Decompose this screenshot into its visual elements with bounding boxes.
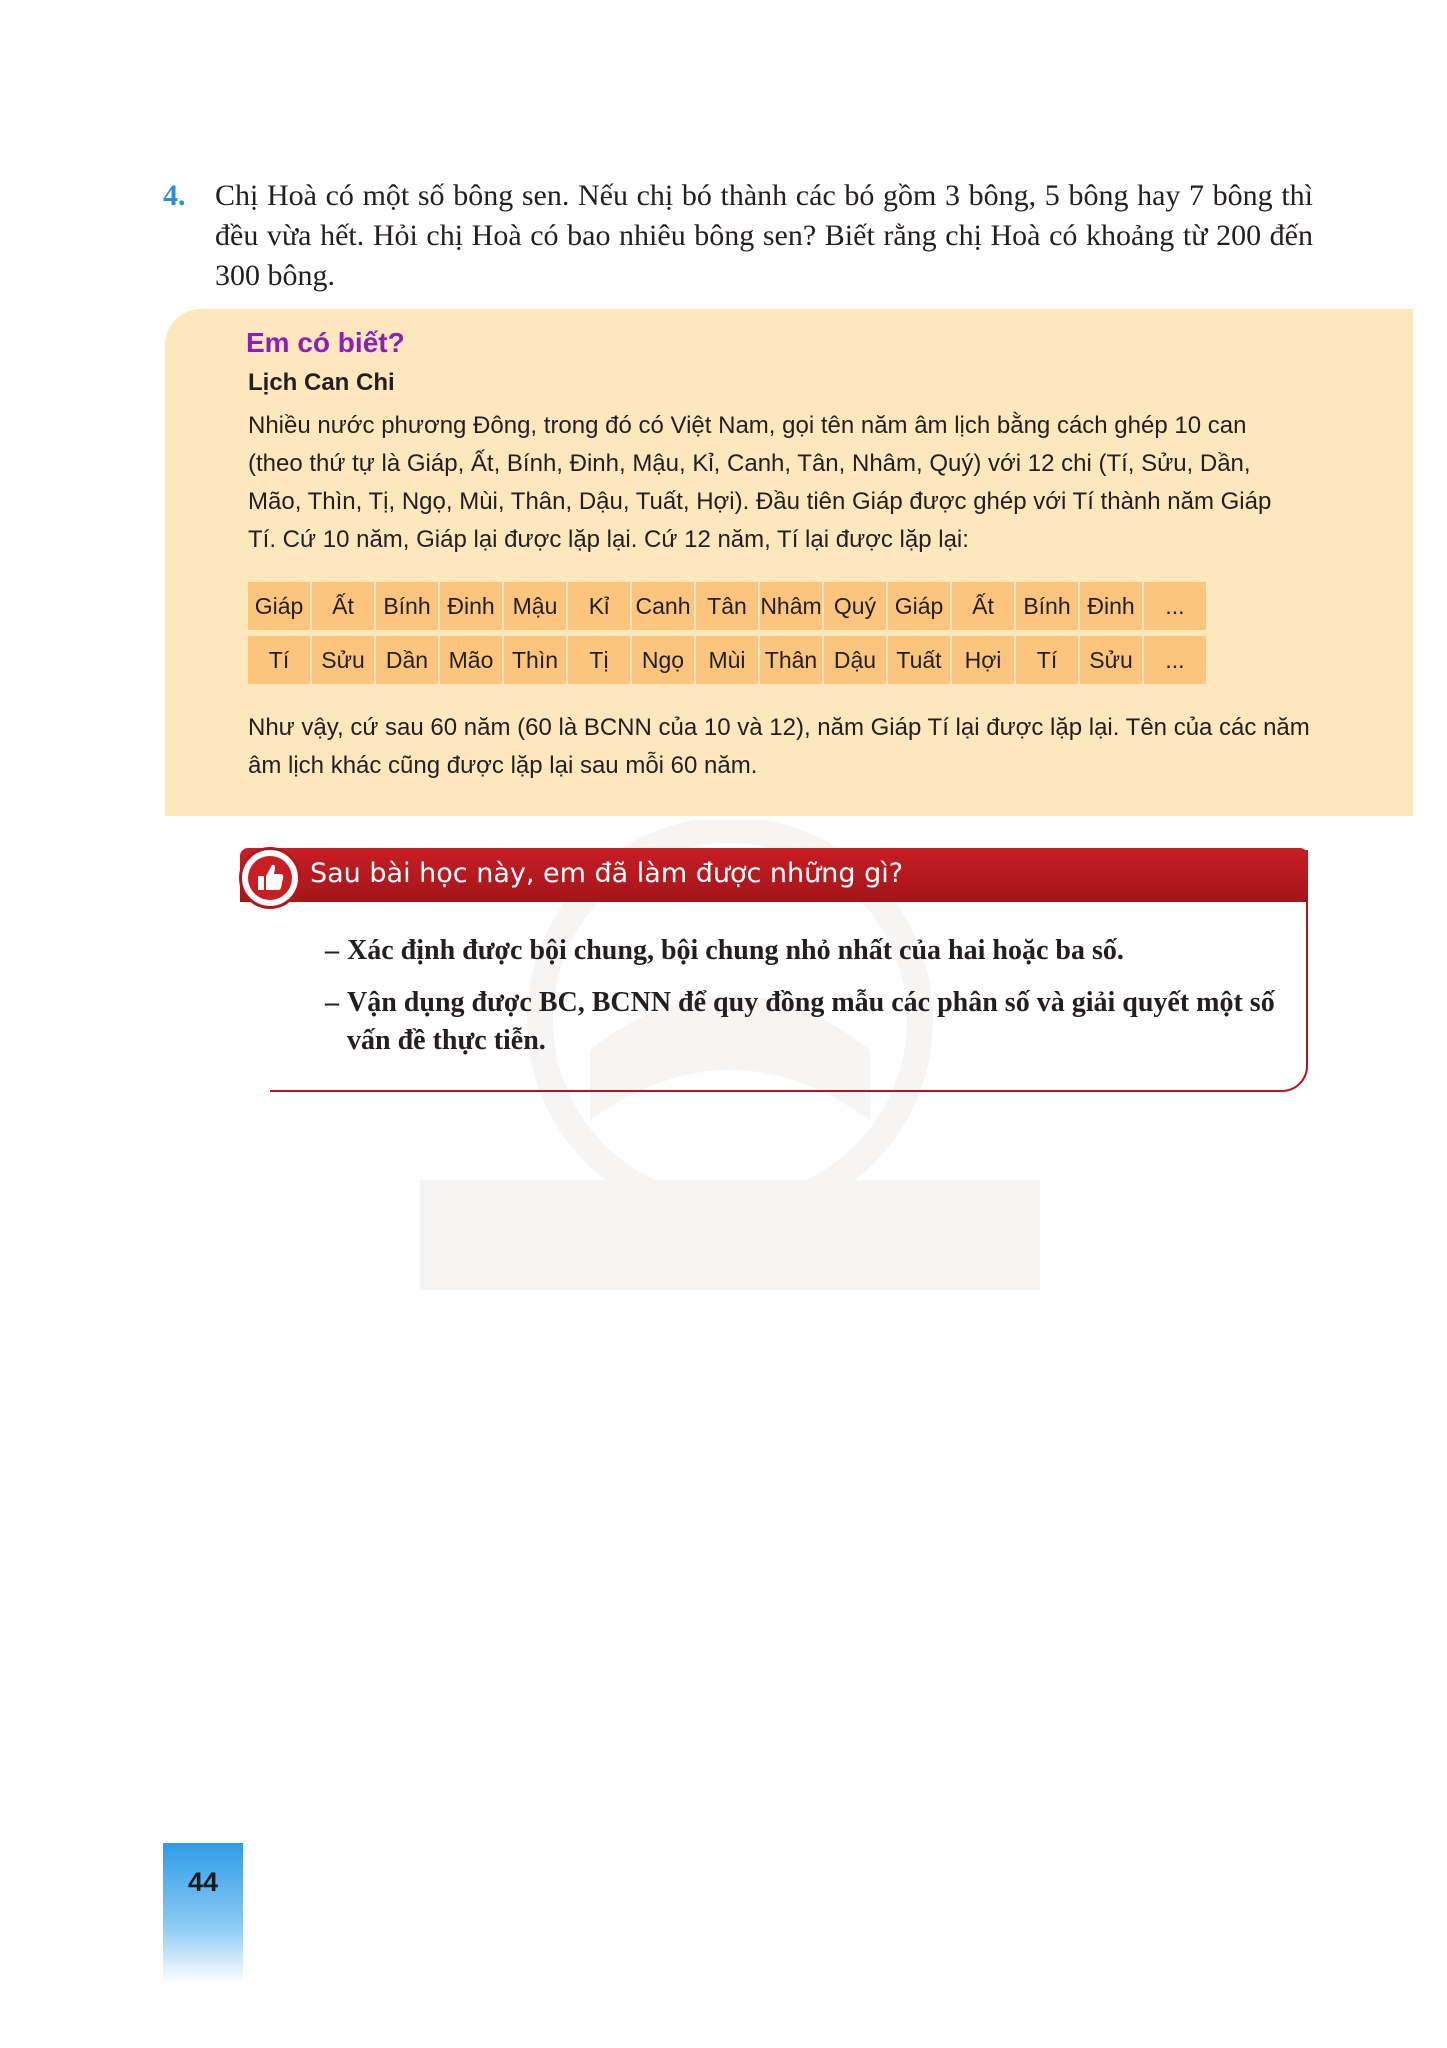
can-cell: Tân [696, 582, 758, 630]
did-you-know-box [165, 309, 1413, 816]
outcome-dash: – [325, 987, 339, 1018]
can-cell: Kỉ [568, 582, 630, 630]
thumbs-up-icon [239, 847, 301, 909]
can-cell: Đinh [440, 582, 502, 630]
did-you-know-conclusion: Như vậy, cứ sau 60 năm (60 là BCNN của 10 và 12), năm Giáp Tí lại được lặp lại. Tên của các năm âm lịch khác cũng được lặp lại sau mỗi 60 năm. [248, 714, 1310, 779]
can-chi-table [246, 576, 1208, 690]
outcome-item [325, 932, 1290, 970]
can-cell: Đinh [1080, 582, 1142, 630]
can-cell: Giáp [248, 582, 310, 630]
can-cell: ... [1144, 582, 1206, 630]
outcome-text: Xác định được bội chung, bội chung nhỏ nhất của hai hoặc ba số. [347, 935, 1124, 966]
chi-cell: Tí [248, 636, 310, 684]
exercise-number: 4. [163, 179, 186, 212]
can-cell: Nhâm [760, 582, 822, 630]
page-number-tab [163, 1843, 243, 1983]
did-you-know-subtitle: Lịch Can Chi [248, 369, 395, 396]
chi-cell: Thìn [504, 636, 566, 684]
chi-cell: Thân [760, 636, 822, 684]
chi-cell: Dần [376, 636, 438, 684]
can-cell: Ất [952, 582, 1014, 630]
outcome-text: Vận dụng được BC, BCNN để quy đồng mẫu các phân số và giải quyết một số vấn đề thực tiễn. [347, 987, 1275, 1056]
outcome-dash: – [325, 935, 339, 966]
exercise-text: Chị Hoà có một số bông sen. Nếu chị bó thành các bó gồm 3 bông, 5 bông hay 7 bông thì đều vừa hết. Hỏi chị Hoà có bao nhiêu bông sen? Biết rằng chị Hoà có khoảng từ 200 đến 300 bông. [215, 179, 1313, 292]
chi-cell: Tị [568, 636, 630, 684]
chi-cell: Hợi [952, 636, 1014, 684]
chi-cell: Tuất [888, 636, 950, 684]
can-cell: Quý [824, 582, 886, 630]
chi-row [248, 636, 1206, 684]
can-cell: Bính [376, 582, 438, 630]
outcome-item [325, 984, 1290, 1060]
chi-cell: ... [1144, 636, 1206, 684]
chi-cell: Sửu [1080, 636, 1142, 684]
can-cell: Canh [632, 582, 694, 630]
chi-cell: Ngọ [632, 636, 694, 684]
page-number: 44 [187, 1867, 219, 1897]
chi-cell: Mão [440, 636, 502, 684]
can-cell: Ất [312, 582, 374, 630]
can-cell: Giáp [888, 582, 950, 630]
can-cell: Bính [1016, 582, 1078, 630]
chi-cell: Tí [1016, 636, 1078, 684]
outcomes-list [325, 932, 1290, 1074]
chi-cell: Dậu [824, 636, 886, 684]
can-row [248, 582, 1206, 630]
did-you-know-paragraph: Nhiều nước phương Đông, trong đó có Việt Nam, gọi tên năm âm lịch bằng cách ghép 10 can (theo thứ tự là Giáp, Ất, Bính, Đinh, Mậu, Kỉ, Canh, Tân, Nhâm, Quý) với 12 chi (Tí, Sửu, Dần, Mão, Thìn, Tị, Ngọ, Mùi, Thân, Dậu, Tuất, Hợi). Đầu tiên Giáp được ghép với Tí thành năm Giáp Tí. Cứ 10 năm, Giáp lại được lặp lại. Cứ 12 năm, Tí lại được lặp lại: [248, 412, 1272, 553]
did-you-know-title: Em có biết? [246, 327, 405, 358]
chi-cell: Sửu [312, 636, 374, 684]
outcomes-heading: Sau bài học này, em đã làm được những gì? [310, 858, 904, 889]
exercise-4 [163, 176, 1313, 296]
can-cell: Mậu [504, 582, 566, 630]
chi-cell: Mùi [696, 636, 758, 684]
